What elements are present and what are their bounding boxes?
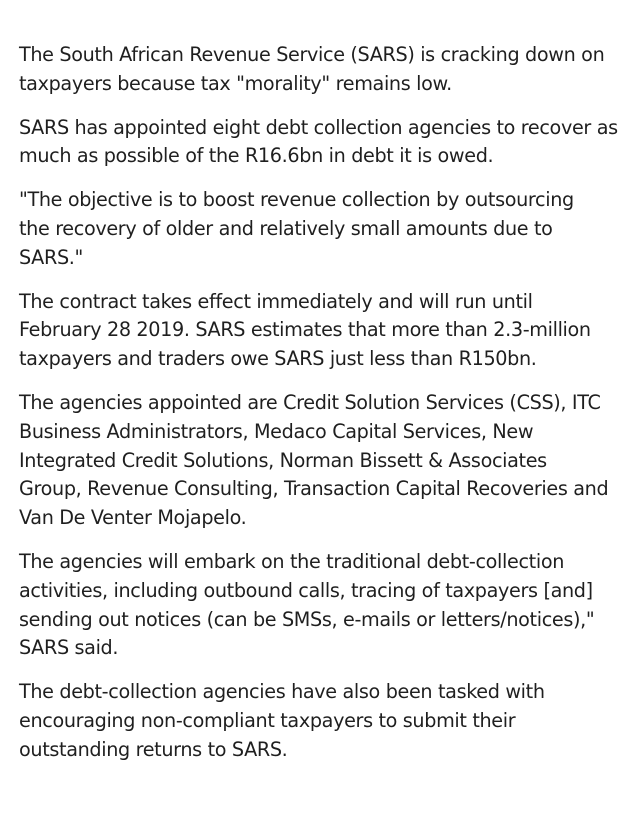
article-paragraph-5: The agencies appointed are Credit Solution Services (CSS), ITC Business Administrators, Medaco Capital Services, New Integrated Credit Solutions, Norman Bissett & Associates Group, Revenue Consulting, Transaction Capital Recoveries and Van De Venter Mojapelo. (19, 390, 609, 530)
article-paragraph-7: The debt-collection agencies have also been tasked with encouraging non-compliant taxpayers to submit their outstanding returns to SARS. (19, 680, 545, 761)
article-paragraph-6: The agencies will embark on the traditional debt-collection activities, including outbound calls, tracing of taxpayers [and] sending out notices (can be SMSs, e-mails or letters/notices)," SARS said. (19, 549, 595, 660)
article-paragraph-2: SARS has appointed eight debt collection agencies to recover as much as possible of the R16.6bn in debt it is owed. (19, 115, 618, 168)
article-paragraph-3: "The objective is to boost revenue collection by outsourcing the recovery of older and relatively small amounts due to SARS." (19, 188, 574, 269)
article-body (19, 41, 631, 780)
article-paragraph-4: The contract takes effect immediately and will run until February 28 2019. SARS estimates that more than 2.3-million taxpayers and traders owe SARS just less than R150bn. (19, 289, 591, 371)
article-paragraph-1: The South African Revenue Service (SARS) is cracking down on taxpayers because tax "morality" remains low. (19, 43, 605, 95)
